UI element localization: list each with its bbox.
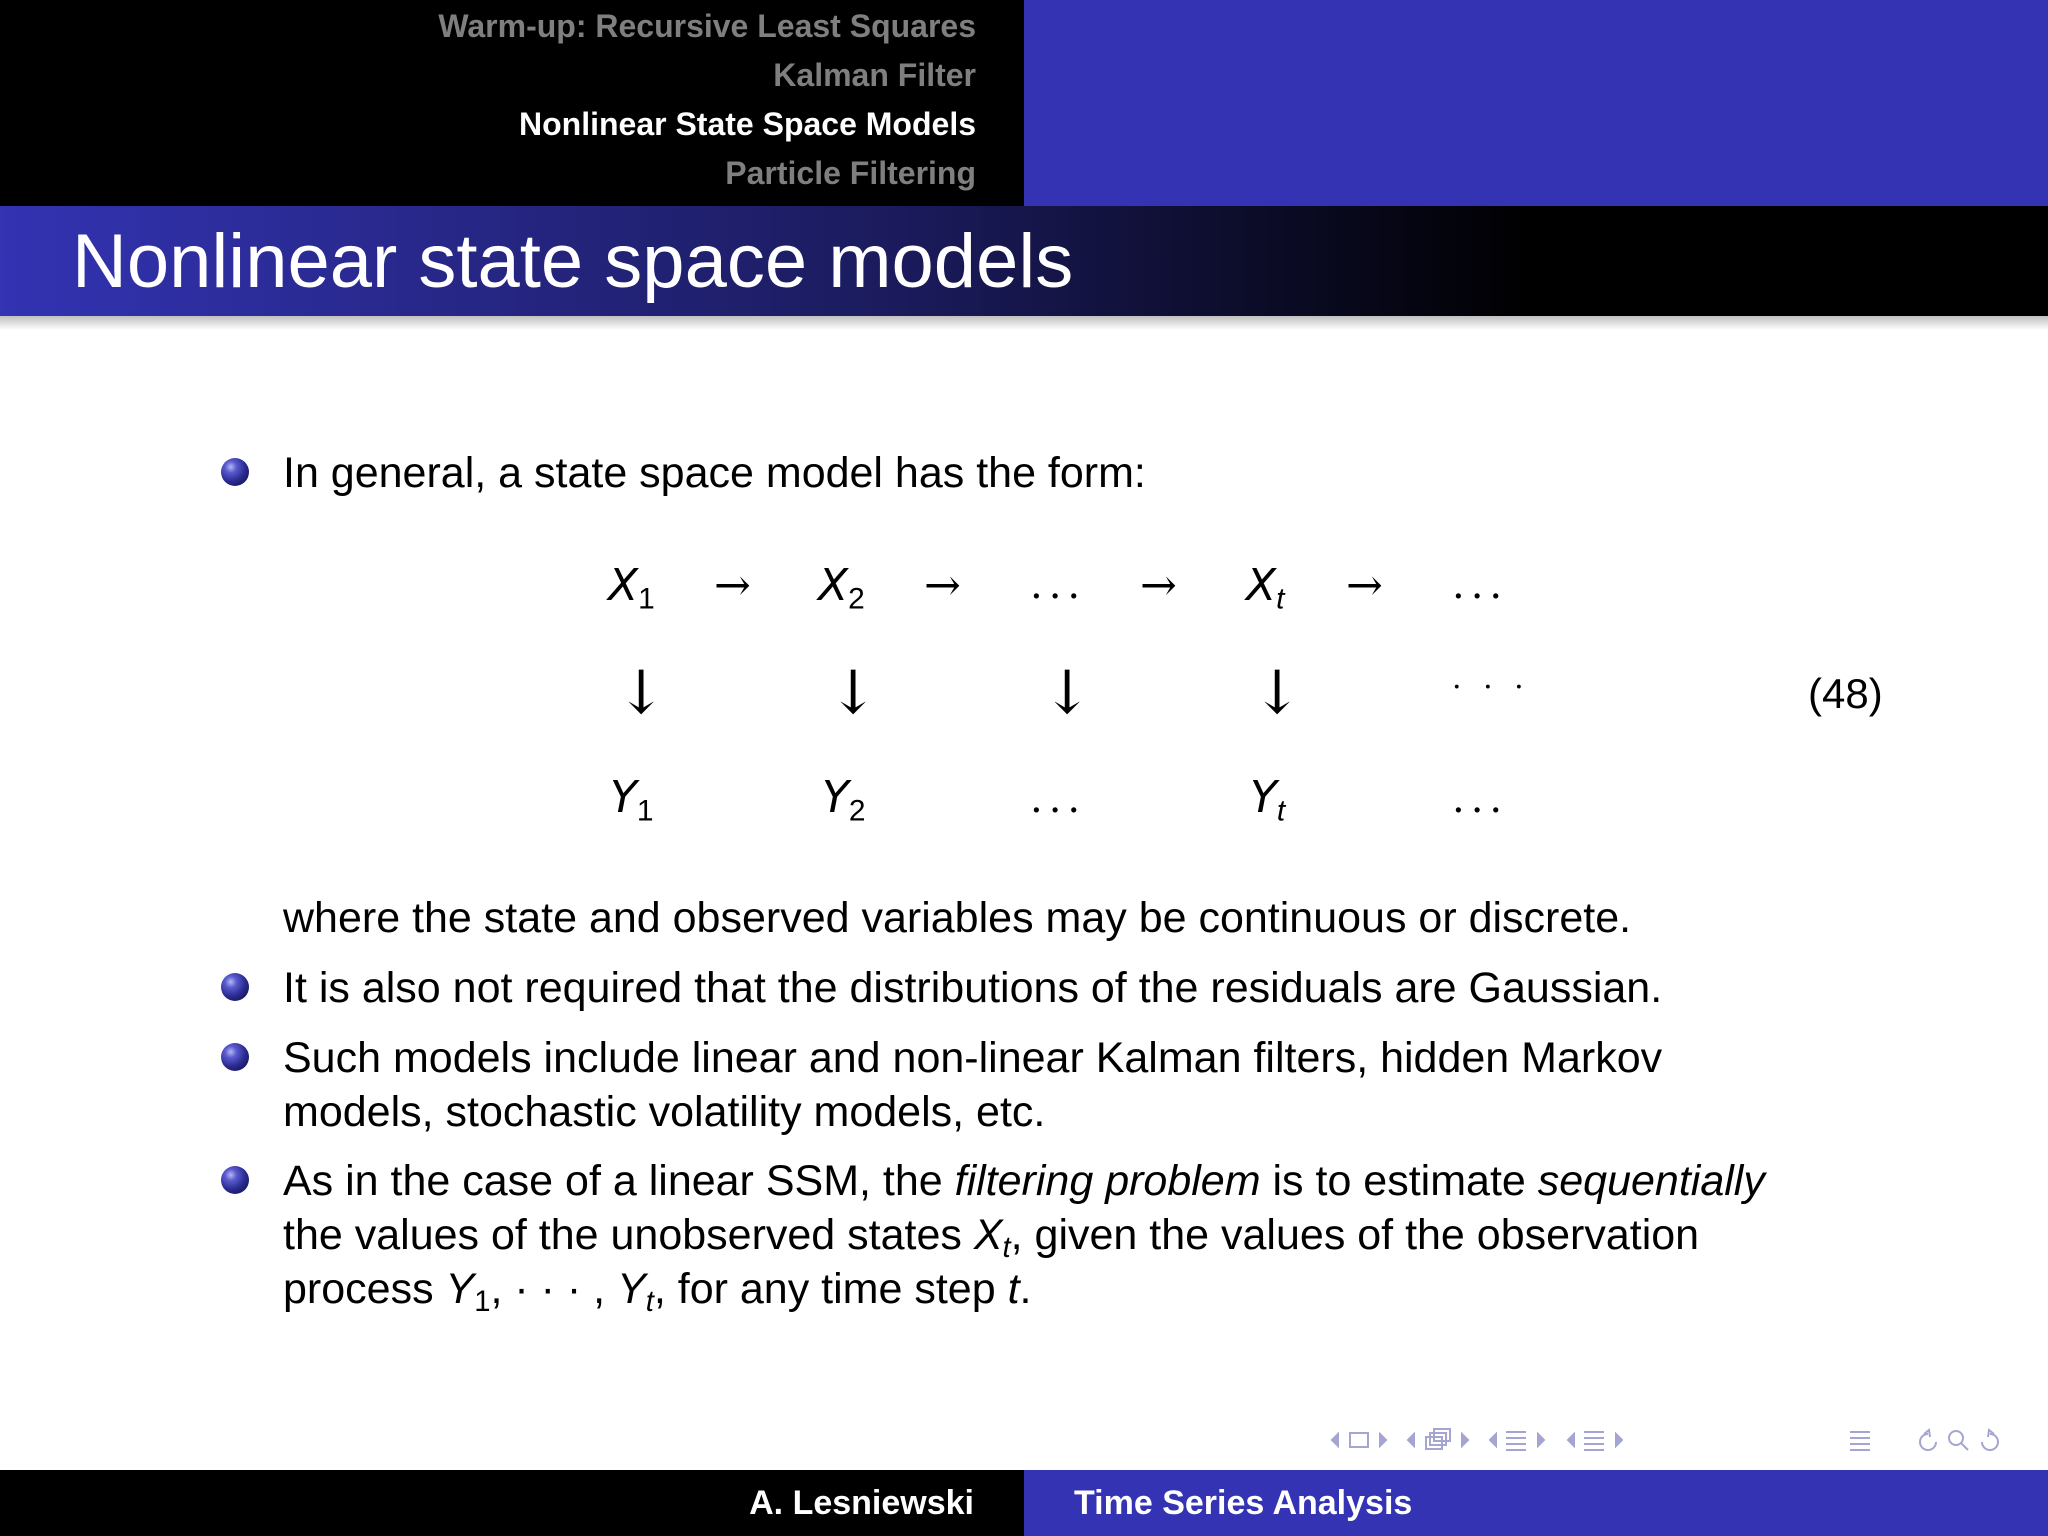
section-navigation [0,0,1024,206]
nav-frame-icon[interactable] [1350,1433,1368,1447]
navigation-symbols [1330,1424,2030,1458]
b4-l1-a: As in the case of a linear SSM, the [283,1157,955,1205]
bullet-icon [221,973,249,1001]
y1-var: Y [610,772,637,823]
equation-number: (48) [1808,670,1883,717]
bullet-3-line-1: Such models include linear and non-linear Kalman filters, hidden Markov [283,1034,1663,1082]
b4-l1-b: is to estimate [1260,1157,1538,1205]
nav-prev-subsection-icon[interactable] [1408,1434,1414,1446]
nav-next-part-icon[interactable] [1616,1434,1622,1446]
right-arrow-icon: → [1346,560,1383,611]
bullet-icon [221,458,249,486]
xt-var: X [1246,560,1277,611]
x1-var: X [608,560,639,611]
down-arrow-icon: ↓ [1252,658,1303,728]
diagram-x-dots: ... [1030,562,1087,608]
nav-next-subsection-icon[interactable] [1462,1434,1468,1446]
diagram-x2 [818,560,865,616]
diagram-y-dots: ... [1030,776,1087,822]
diagram-x-tail-dots: ... [1452,562,1509,608]
navigation-symbols-svg [1330,1424,2030,1458]
bullet-icon [221,1166,249,1194]
b4-l2-a: the values of the unobserved states [283,1211,974,1259]
bullet-4-line-2 [283,1208,1700,1265]
right-arrow-icon: → [1140,560,1177,611]
nav-next-frame-icon[interactable] [1380,1434,1386,1446]
b4-l3-end: . [1019,1265,1032,1313]
b4-l3-mid: , · · · , [490,1265,618,1313]
footer-title-panel [1024,1470,2048,1536]
x2-var: X [818,560,849,611]
b4-l3-b: , for any time step [653,1265,1008,1313]
b4-l3-sub2: t [645,1286,654,1319]
nav-subsection-icon[interactable] [1426,1429,1450,1449]
b4-l1-em2: sequentially [1537,1157,1765,1205]
after-equation-text: where the state and observed variables may be continuous or discrete. [283,894,1632,942]
diagram-yt [1250,772,1286,828]
nav-part-icon[interactable] [1584,1432,1604,1450]
b4-l3-var1: Y [445,1265,475,1313]
nav-item-warm-up[interactable]: Warm-up: Recursive Least Squares [438,8,976,44]
y1-sub: 1 [636,794,654,828]
right-arrow-icon: → [714,560,751,611]
title-bar-shadow [0,316,2048,330]
nav-item-particle-filtering[interactable]: Particle Filtering [725,155,976,191]
nav-item-kalman-filter[interactable]: Kalman Filter [773,57,976,93]
yt-sub: t [1276,794,1286,828]
y2-sub: 2 [848,794,866,828]
down-arrow-icon: ↓ [616,658,667,728]
b4-l3-sub1: 1 [474,1286,491,1319]
x1-sub: 1 [638,582,655,616]
diagram-x1 [608,560,655,616]
down-arrow-icon: ↓ [1042,658,1093,728]
diagram-y-tail-dots: ... [1452,776,1509,822]
bullet-icon [221,1043,249,1071]
yt-var: Y [1250,772,1277,823]
page-title: Nonlinear state space models [72,219,1074,304]
diagram-xt [1246,560,1285,616]
nav-back-icon[interactable] [1920,1430,1936,1450]
b4-l2-var: X [973,1211,1003,1259]
b4-l2-sub: t [1002,1232,1011,1265]
bullet-4-line-3 [283,1262,1032,1319]
b4-l3-var2: Y [617,1265,646,1313]
xt-sub: t [1276,582,1285,616]
nav-prev-part-icon[interactable] [1568,1434,1574,1446]
down-arrow-icon: ↓ [828,658,879,728]
nav-prev-frame-icon[interactable] [1332,1434,1338,1446]
diagram-y2 [822,772,866,828]
bullet-1-text: In general, a state space model has the form: [283,449,1146,497]
footer-author-panel [0,1470,1024,1536]
nav-item-nonlinear-state-space-models[interactable]: Nonlinear State Space Models [518,106,976,142]
header-blue-panel [1024,0,2048,206]
diagram-middle-cdots: · · · [1452,670,1530,705]
b4-l2-b: , given the values of the observation [1010,1211,1700,1259]
bullet-3-line-2: models, stochastic volatility models, etc. [283,1088,1046,1136]
nav-toc-icon[interactable] [1850,1432,1870,1450]
nav-search-icon[interactable] [1949,1431,1968,1450]
nav-prev-section-icon[interactable] [1490,1434,1496,1446]
header [0,0,2048,206]
bullet-2-text: It is also not required that the distributions of the residuals are Gaussian. [283,964,1663,1012]
x2-sub: 2 [848,582,865,616]
footer-author: A. Lesniewski [749,1484,974,1522]
b4-l1-em1: filtering problem [954,1157,1261,1205]
y2-var: Y [822,772,849,823]
footer-title: Time Series Analysis [1074,1484,1413,1522]
nav-section-icon[interactable] [1506,1432,1526,1450]
bullet-4-line-1 [283,1154,1765,1208]
diagram-y1 [610,772,654,828]
right-arrow-icon: → [924,560,961,611]
nav-forward-icon[interactable] [1982,1430,1998,1450]
b4-l3-a: process [283,1265,446,1313]
b4-l3-var3: t [1007,1265,1020,1313]
nav-next-section-icon[interactable] [1538,1434,1544,1446]
